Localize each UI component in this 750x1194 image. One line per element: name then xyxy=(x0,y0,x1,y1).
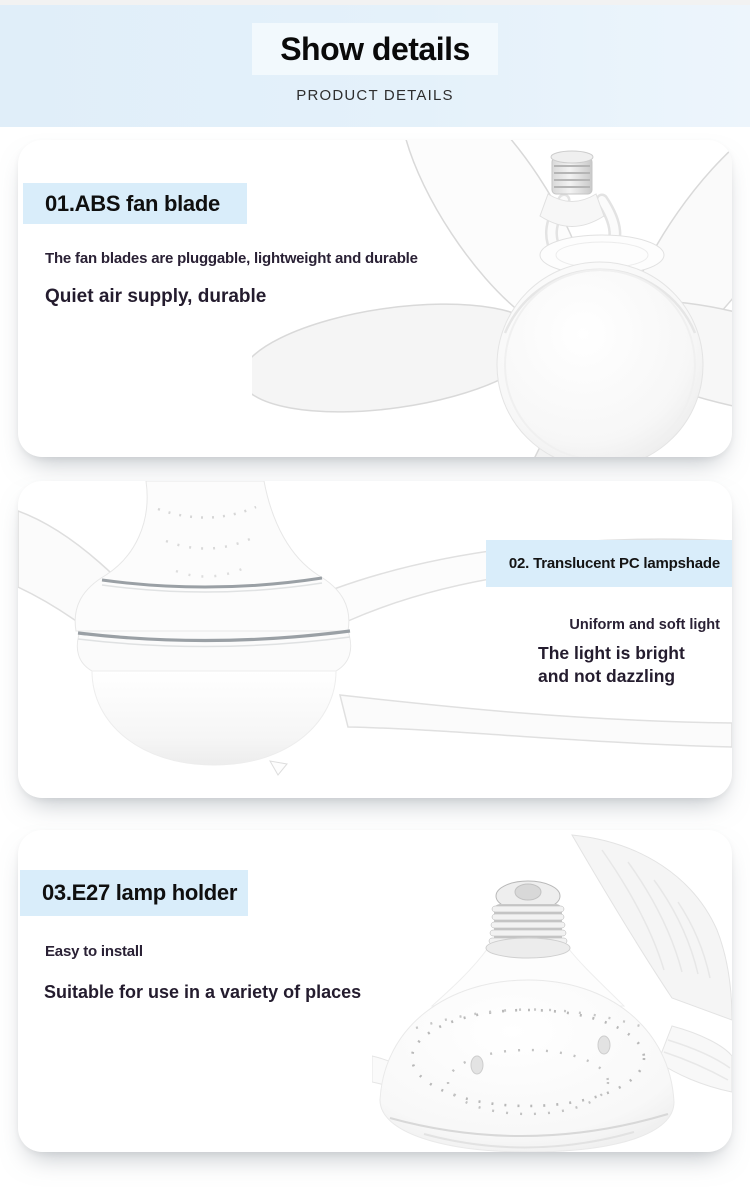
section-heading-highlight xyxy=(20,870,248,916)
page-title: Show details xyxy=(280,31,470,67)
ceiling-fan-side-view-illustration xyxy=(18,481,732,798)
section-tagline: Quiet air supply, durable xyxy=(45,286,267,307)
section-card-pc-lampshade xyxy=(18,481,732,798)
page-subtitle: PRODUCT DETAILS xyxy=(296,87,454,104)
e27-lamp-holder-illustration xyxy=(372,830,732,1152)
section-tagline-line2: and not dazzling xyxy=(538,665,676,686)
section-heading-highlight xyxy=(23,183,247,224)
page-header xyxy=(0,5,750,127)
ceiling-fan-bottom-view-illustration xyxy=(252,140,732,457)
section-card-abs-fan-blade xyxy=(18,140,732,457)
section-description: Uniform and soft light xyxy=(569,617,720,633)
section-description: Easy to install xyxy=(45,943,143,960)
section-heading: 03.E27 lamp holder xyxy=(42,880,238,905)
section-tagline: Suitable for use in a variety of places xyxy=(44,982,362,1002)
title-highlight-box xyxy=(252,23,498,75)
section-heading: 02. Translucent PC lampshade xyxy=(508,555,720,572)
section-card-e27-lamp-holder xyxy=(18,830,732,1152)
section-description: The fan blades are pluggable, lightweight and durable xyxy=(45,250,418,267)
section-tagline xyxy=(538,642,685,687)
section-heading-highlight xyxy=(486,540,732,587)
section-tagline-line1: The light is bright xyxy=(538,643,685,663)
section-heading: 01.ABS fan blade xyxy=(45,191,220,216)
